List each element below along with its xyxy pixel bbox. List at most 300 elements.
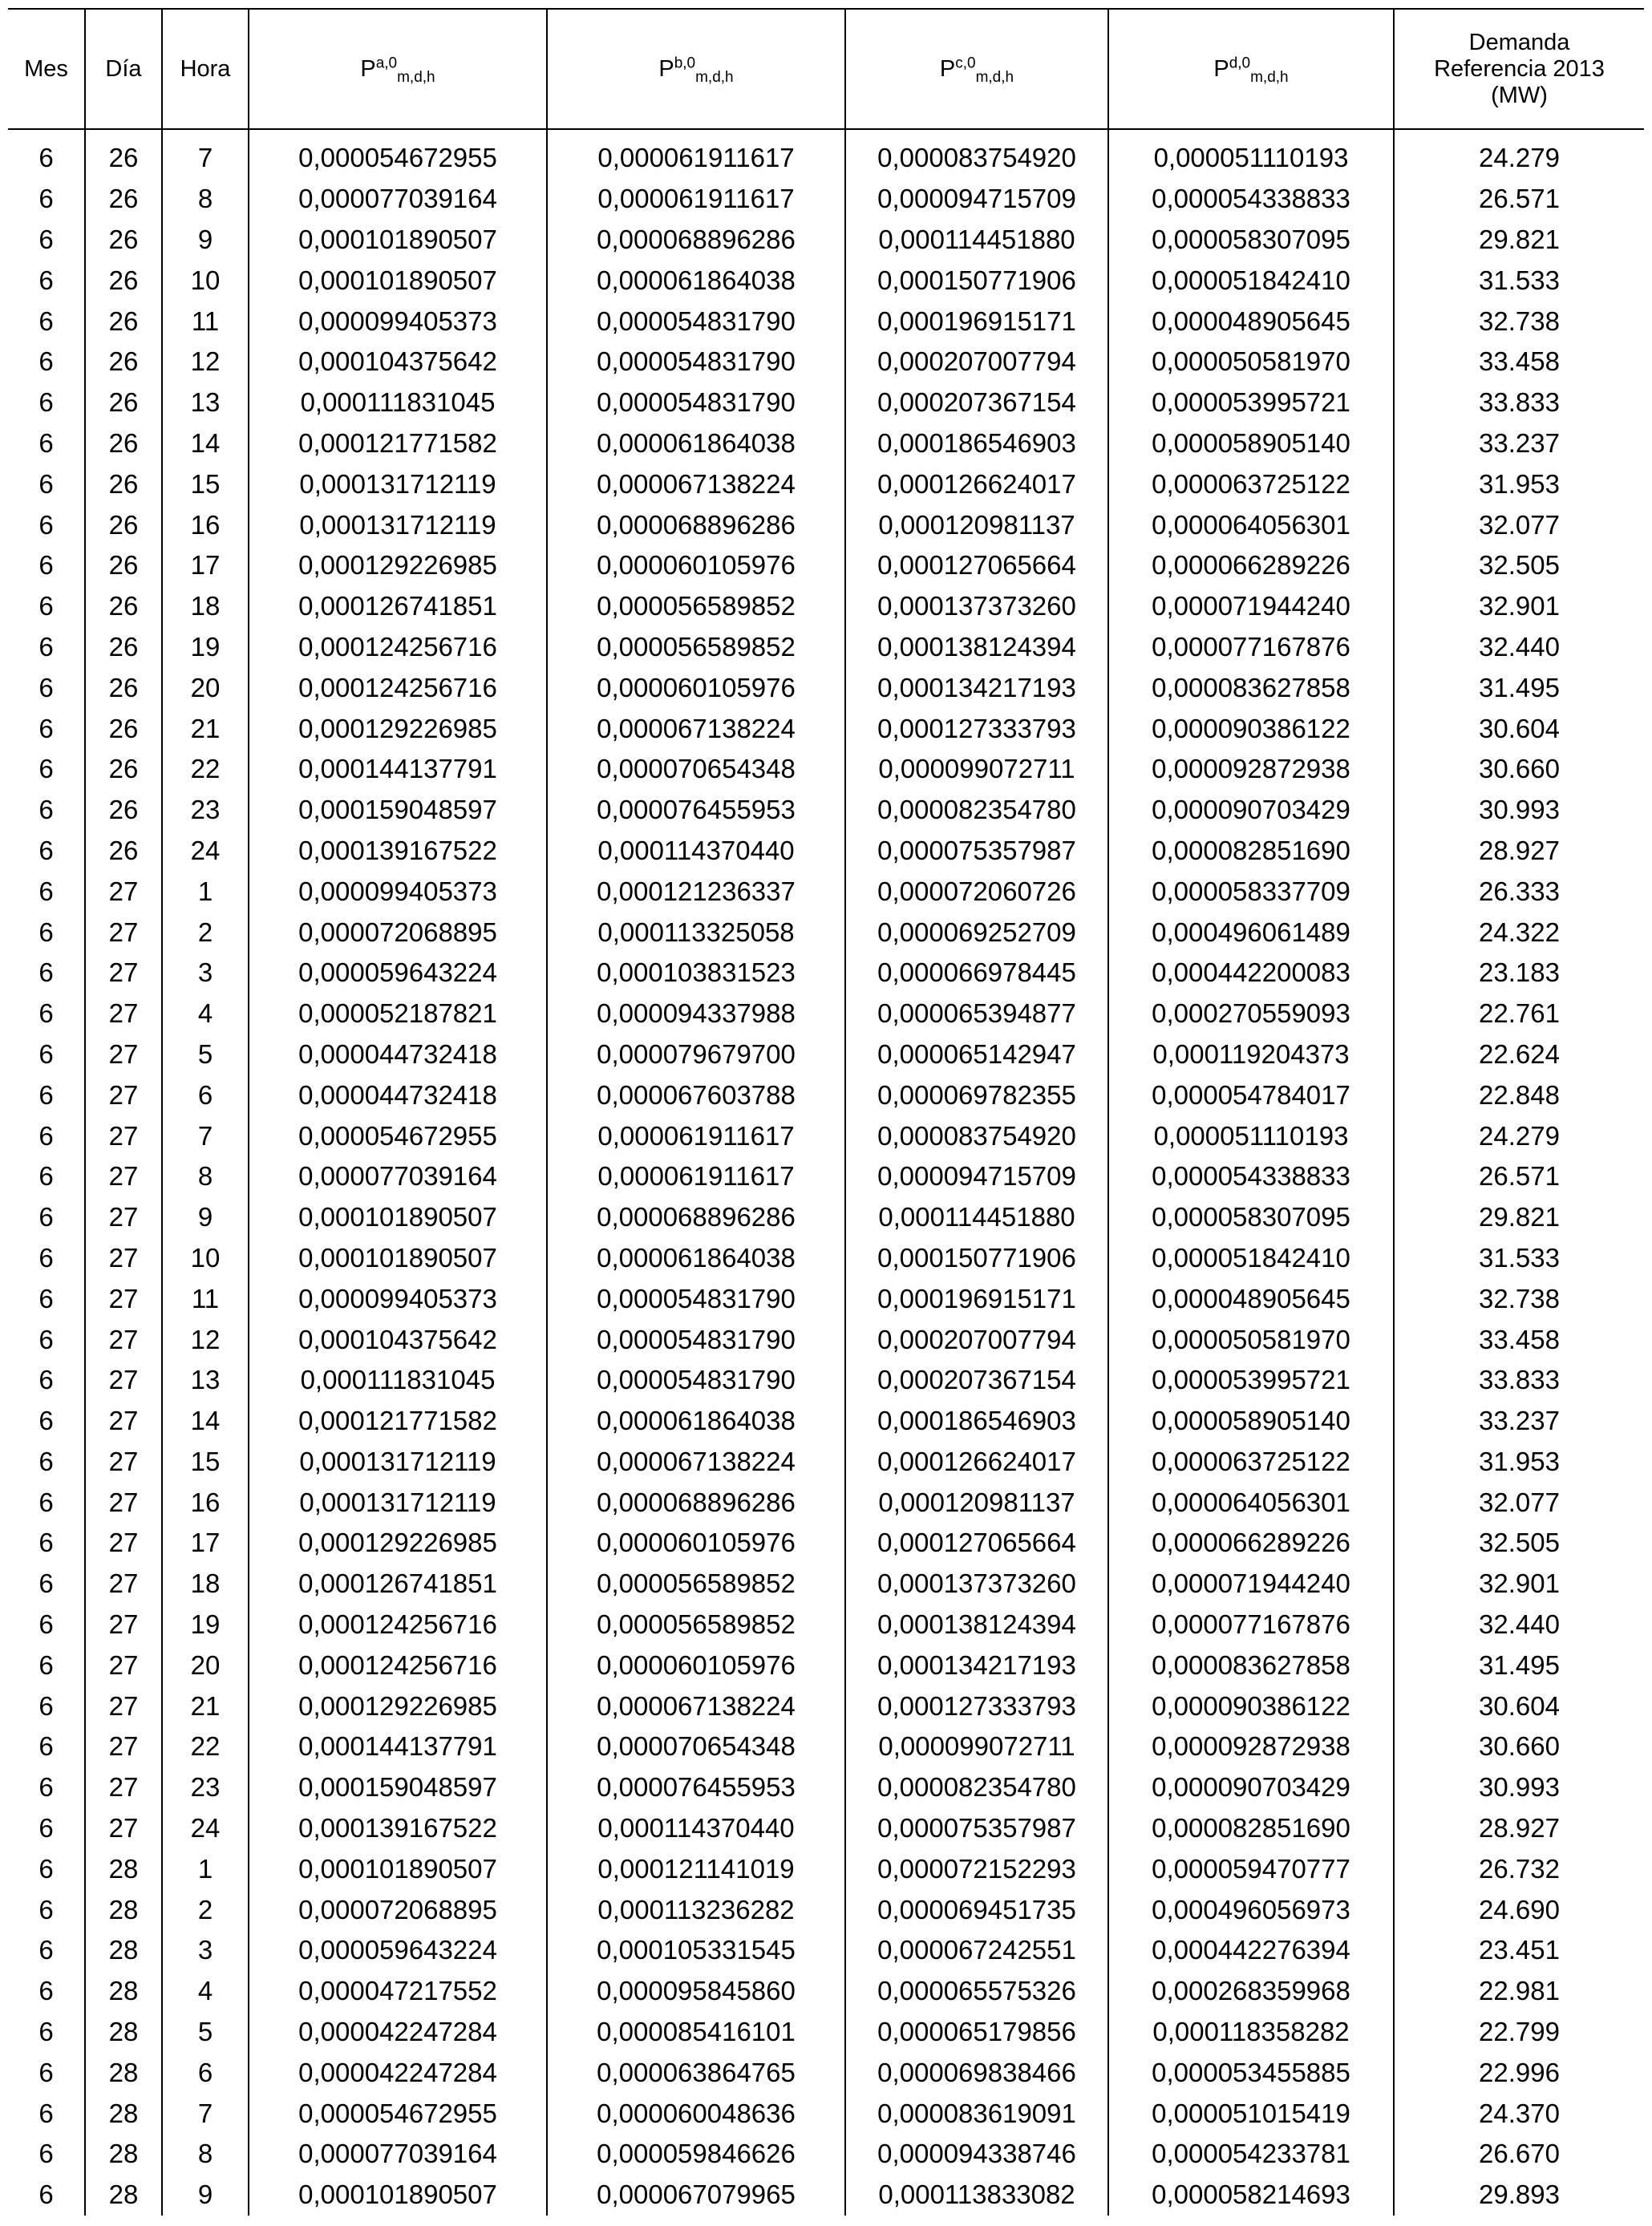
cell-demanda: 33.833 xyxy=(1394,1360,1644,1401)
cell-pb: 0,000061911617 xyxy=(547,129,845,179)
cell-mes: 6 xyxy=(38,2057,54,2087)
cell-pb: 0,000060105976 xyxy=(547,1645,845,1686)
cell-pb: 0,000061911617 xyxy=(547,179,845,220)
cell-pa: 0,000131712119 xyxy=(249,504,547,545)
cell-pb: 0,000068896286 xyxy=(547,504,845,545)
cell-pc: 0,000065179856 xyxy=(845,2012,1108,2053)
cell-dia: 26 xyxy=(85,382,162,423)
cell-mes: 6 xyxy=(38,2179,54,2210)
cell-pd: 0,000071944240 xyxy=(1108,586,1394,627)
cell-pc: 0,000137373260 xyxy=(845,1564,1108,1605)
cell-pc: 0,000083754920 xyxy=(845,1115,1108,1156)
cell-pc: 0,000127065664 xyxy=(845,1523,1108,1564)
cell-mes: 6 xyxy=(38,1283,54,1313)
cell-pd: 0,000071944240 xyxy=(1108,1564,1394,1605)
cell-pb: 0,000070654348 xyxy=(547,1726,845,1767)
cell-pc: 0,000186546903 xyxy=(845,423,1108,464)
cell-dia: 26 xyxy=(85,179,162,220)
cell-pb: 0,000054831790 xyxy=(547,342,845,382)
cell-demanda: 31.495 xyxy=(1394,667,1644,708)
cell-dia: 27 xyxy=(85,1319,162,1360)
cell-mes: 6 xyxy=(38,509,54,540)
cell-pb: 0,000121141019 xyxy=(547,1848,845,1889)
cell-pa: 0,000042247284 xyxy=(249,2012,547,2053)
cell-dia: 28 xyxy=(85,2093,162,2134)
cell-hora: 4 xyxy=(162,994,249,1034)
cell-pc: 0,000094715709 xyxy=(845,179,1108,220)
cell-hora: 15 xyxy=(162,1442,249,1483)
cell-demanda: 26.571 xyxy=(1394,1156,1644,1197)
cell-pc: 0,000114451880 xyxy=(845,1197,1108,1238)
cell-mes: 6 xyxy=(38,224,54,254)
table-row xyxy=(8,1767,1644,1808)
table-row xyxy=(8,1442,1644,1483)
cell-pd: 0,000051110193 xyxy=(1108,1115,1394,1156)
cell-dia: 26 xyxy=(85,545,162,586)
cell-hora: 8 xyxy=(162,1156,249,1197)
cell-pd: 0,000053995721 xyxy=(1108,1360,1394,1401)
cell-demanda: 30.604 xyxy=(1394,708,1644,749)
cell-pb: 0,000061864038 xyxy=(547,1401,845,1442)
cell-mes: 6 xyxy=(38,1406,54,1436)
table-row xyxy=(8,301,1644,342)
cell-pc: 0,000207367154 xyxy=(845,382,1108,423)
table-row xyxy=(8,2134,1644,2175)
cell-pa: 0,000129226985 xyxy=(249,708,547,749)
table-row xyxy=(8,1401,1644,1442)
cell-pb: 0,000060105976 xyxy=(547,667,845,708)
cell-pd: 0,000066289226 xyxy=(1108,1523,1394,1564)
cell-pc: 0,000207007794 xyxy=(845,1319,1108,1360)
cell-mes: 6 xyxy=(38,795,54,825)
demand-profile-table xyxy=(8,8,1644,2216)
table-row xyxy=(8,1115,1644,1156)
cell-hora: 19 xyxy=(162,627,249,668)
cell-pd: 0,000051842410 xyxy=(1108,260,1394,301)
cell-demanda: 33.458 xyxy=(1394,342,1644,382)
cell-demanda: 31.533 xyxy=(1394,1238,1644,1279)
cell-pa: 0,000124256716 xyxy=(249,1645,547,1686)
cell-pd: 0,000064056301 xyxy=(1108,504,1394,545)
cell-pc: 0,000134217193 xyxy=(845,1645,1108,1686)
cell-dia: 27 xyxy=(85,1278,162,1319)
header-demanda-line1: Demanda xyxy=(1468,29,1570,55)
cell-dia: 27 xyxy=(85,1482,162,1523)
cell-pa: 0,000129226985 xyxy=(249,1686,547,1726)
cell-demanda: 22.981 xyxy=(1394,1971,1644,2012)
cell-pd: 0,000496061489 xyxy=(1108,912,1394,953)
cell-mes: 6 xyxy=(38,998,54,1029)
cell-mes: 6 xyxy=(38,1609,54,1640)
cell-dia: 28 xyxy=(85,1930,162,1971)
cell-pb: 0,000061864038 xyxy=(547,1238,845,1279)
cell-mes: 6 xyxy=(38,387,54,418)
cell-demanda: 31.953 xyxy=(1394,1442,1644,1483)
cell-pa: 0,000121771582 xyxy=(249,423,547,464)
cell-pc: 0,000094338746 xyxy=(845,2134,1108,2175)
cell-pb: 0,000113325058 xyxy=(547,912,845,953)
table-row xyxy=(8,871,1644,912)
cell-pb: 0,000068896286 xyxy=(547,1482,845,1523)
cell-mes: 6 xyxy=(38,1976,54,2006)
cell-pb: 0,000121236337 xyxy=(547,871,845,912)
cell-mes: 6 xyxy=(38,1690,54,1721)
cell-pb: 0,000095845860 xyxy=(547,1971,845,2012)
cell-dia: 28 xyxy=(85,2012,162,2053)
cell-mes: 6 xyxy=(38,468,54,499)
cell-hora: 9 xyxy=(162,1197,249,1238)
cell-demanda: 22.848 xyxy=(1394,1075,1644,1115)
cell-pc: 0,000067242551 xyxy=(845,1930,1108,1971)
cell-demanda: 32.901 xyxy=(1394,586,1644,627)
cell-pa: 0,000052187821 xyxy=(249,994,547,1034)
cell-demanda: 26.333 xyxy=(1394,871,1644,912)
cell-pd: 0,000442276394 xyxy=(1108,1930,1394,1971)
cell-pc: 0,000083619091 xyxy=(845,2093,1108,2134)
table-header xyxy=(8,9,1644,129)
cell-pc: 0,000207367154 xyxy=(845,1360,1108,1401)
cell-pd: 0,000051015419 xyxy=(1108,2093,1394,2134)
cell-pc: 0,000069782355 xyxy=(845,1075,1108,1115)
header-pb xyxy=(547,9,845,129)
table-row xyxy=(8,1971,1644,2012)
cell-pc: 0,000075357987 xyxy=(845,1808,1108,1849)
cell-pa: 0,000059643224 xyxy=(249,1930,547,1971)
cell-demanda: 32.440 xyxy=(1394,627,1644,668)
cell-dia: 26 xyxy=(85,260,162,301)
cell-pb: 0,000060105976 xyxy=(547,1523,845,1564)
cell-hora: 22 xyxy=(162,749,249,790)
cell-mes: 6 xyxy=(38,2098,54,2128)
cell-dia: 28 xyxy=(85,1889,162,1930)
cell-demanda: 30.993 xyxy=(1394,1767,1644,1808)
cell-demanda: 32.901 xyxy=(1394,1564,1644,1605)
cell-pd: 0,000053455885 xyxy=(1108,2052,1394,2093)
cell-pb: 0,000061911617 xyxy=(547,1156,845,1197)
cell-hora: 15 xyxy=(162,463,249,504)
cell-pa: 0,000124256716 xyxy=(249,627,547,668)
cell-pc: 0,000075357987 xyxy=(845,831,1108,872)
cell-dia: 27 xyxy=(85,994,162,1034)
cell-dia: 27 xyxy=(85,1238,162,1279)
table-row xyxy=(8,953,1644,994)
cell-dia: 26 xyxy=(85,463,162,504)
cell-hora: 2 xyxy=(162,1889,249,1930)
cell-demanda: 22.996 xyxy=(1394,2052,1644,2093)
header-pc-sub: m,d,h xyxy=(975,68,1014,86)
cell-mes: 6 xyxy=(38,591,54,621)
cell-hora: 12 xyxy=(162,1319,249,1360)
cell-hora: 4 xyxy=(162,1971,249,2012)
cell-pa: 0,000077039164 xyxy=(249,1156,547,1197)
cell-demanda: 30.604 xyxy=(1394,1686,1644,1726)
cell-hora: 24 xyxy=(162,831,249,872)
cell-mes: 6 xyxy=(38,835,54,865)
cell-mes: 6 xyxy=(38,957,54,988)
cell-pd: 0,000083627858 xyxy=(1108,667,1394,708)
cell-pd: 0,000050581970 xyxy=(1108,1319,1394,1360)
cell-pd: 0,000066289226 xyxy=(1108,545,1394,586)
cell-pa: 0,000131712119 xyxy=(249,463,547,504)
cell-demanda: 29.821 xyxy=(1394,1197,1644,1238)
cell-pa: 0,000104375642 xyxy=(249,1319,547,1360)
cell-pc: 0,000207007794 xyxy=(845,342,1108,382)
cell-demanda: 31.953 xyxy=(1394,463,1644,504)
cell-pa: 0,000099405373 xyxy=(249,871,547,912)
table-row xyxy=(8,627,1644,668)
cell-pc: 0,000065394877 xyxy=(845,994,1108,1034)
table-row xyxy=(8,129,1644,179)
cell-pd: 0,000054338833 xyxy=(1108,1156,1394,1197)
cell-mes: 6 xyxy=(38,1120,54,1151)
cell-pb: 0,000067603788 xyxy=(547,1075,845,1115)
cell-dia: 27 xyxy=(85,871,162,912)
cell-dia: 26 xyxy=(85,749,162,790)
cell-hora: 6 xyxy=(162,2052,249,2093)
cell-dia: 28 xyxy=(85,1848,162,1889)
header-pc-sup: c,0 xyxy=(955,54,976,71)
cell-pa: 0,000047217552 xyxy=(249,1971,547,2012)
header-demanda-line3: (MW) xyxy=(1491,82,1548,108)
table-row xyxy=(8,790,1644,831)
cell-mes: 6 xyxy=(38,265,54,295)
cell-dia: 27 xyxy=(85,1115,162,1156)
cell-pb: 0,000068896286 xyxy=(547,220,845,261)
cell-pd: 0,000063725122 xyxy=(1108,463,1394,504)
cell-hora: 1 xyxy=(162,871,249,912)
cell-dia: 27 xyxy=(85,1401,162,1442)
cell-hora: 7 xyxy=(162,2093,249,2134)
table-row xyxy=(8,749,1644,790)
cell-hora: 16 xyxy=(162,1482,249,1523)
cell-pc: 0,000196915171 xyxy=(845,301,1108,342)
cell-pb: 0,000054831790 xyxy=(547,382,845,423)
cell-dia: 26 xyxy=(85,129,162,179)
cell-demanda: 32.077 xyxy=(1394,504,1644,545)
cell-pd: 0,000496056973 xyxy=(1108,1889,1394,1930)
cell-pc: 0,000099072711 xyxy=(845,1726,1108,1767)
cell-pd: 0,000058214693 xyxy=(1108,2175,1394,2216)
cell-mes: 6 xyxy=(38,1242,54,1273)
cell-mes: 6 xyxy=(38,876,54,906)
header-pb-sub: m,d,h xyxy=(695,68,734,86)
header-dia-label: Día xyxy=(105,55,142,82)
header-pb-base: P xyxy=(658,55,674,82)
cell-mes: 6 xyxy=(38,754,54,784)
cell-demanda: 32.738 xyxy=(1394,1278,1644,1319)
cell-pd: 0,000048905645 xyxy=(1108,1278,1394,1319)
header-pa-sub: m,d,h xyxy=(397,68,435,86)
cell-mes: 6 xyxy=(38,2017,54,2047)
cell-pd: 0,000053995721 xyxy=(1108,382,1394,423)
header-dia xyxy=(85,9,162,129)
cell-demanda: 22.799 xyxy=(1394,2012,1644,2053)
cell-mes: 6 xyxy=(38,1365,54,1395)
cell-pb: 0,000054831790 xyxy=(547,1278,845,1319)
cell-pb: 0,000060105976 xyxy=(547,545,845,586)
cell-hora: 5 xyxy=(162,2012,249,2053)
cell-pa: 0,000099405373 xyxy=(249,1278,547,1319)
cell-dia: 27 xyxy=(85,1523,162,1564)
cell-pb: 0,000060048636 xyxy=(547,2093,845,2134)
cell-pc: 0,000082354780 xyxy=(845,790,1108,831)
cell-pc: 0,000069838466 xyxy=(845,2052,1108,2093)
cell-dia: 28 xyxy=(85,2175,162,2216)
cell-pc: 0,000120981137 xyxy=(845,1482,1108,1523)
table-row xyxy=(8,1930,1644,1971)
header-pc-base: P xyxy=(939,55,956,82)
cell-pc: 0,000150771906 xyxy=(845,1238,1108,1279)
cell-hora: 19 xyxy=(162,1605,249,1645)
table-row xyxy=(8,220,1644,261)
cell-hora: 13 xyxy=(162,1360,249,1401)
cell-pa: 0,000101890507 xyxy=(249,2175,547,2216)
table-row xyxy=(8,1482,1644,1523)
cell-demanda: 24.370 xyxy=(1394,2093,1644,2134)
cell-pb: 0,000056589852 xyxy=(547,1564,845,1605)
cell-pc: 0,000186546903 xyxy=(845,1401,1108,1442)
cell-dia: 27 xyxy=(85,1156,162,1197)
table-row xyxy=(8,912,1644,953)
cell-pa: 0,000101890507 xyxy=(249,1238,547,1279)
table-row xyxy=(8,1278,1644,1319)
cell-pc: 0,000127333793 xyxy=(845,1686,1108,1726)
cell-pa: 0,000159048597 xyxy=(249,1767,547,1808)
cell-demanda: 32.440 xyxy=(1394,1605,1644,1645)
cell-pa: 0,000159048597 xyxy=(249,790,547,831)
cell-demanda: 23.183 xyxy=(1394,953,1644,994)
cell-pc: 0,000196915171 xyxy=(845,1278,1108,1319)
cell-demanda: 28.927 xyxy=(1394,1808,1644,1849)
cell-dia: 27 xyxy=(85,1726,162,1767)
cell-mes: 6 xyxy=(38,1446,54,1476)
cell-mes: 6 xyxy=(38,1528,54,1558)
cell-pd: 0,000090386122 xyxy=(1108,708,1394,749)
cell-dia: 28 xyxy=(85,2052,162,2093)
cell-pa: 0,000131712119 xyxy=(249,1442,547,1483)
cell-mes: 6 xyxy=(38,550,54,581)
cell-pa: 0,000101890507 xyxy=(249,260,547,301)
cell-demanda: 32.505 xyxy=(1394,1523,1644,1564)
cell-hora: 23 xyxy=(162,790,249,831)
cell-pc: 0,000127065664 xyxy=(845,545,1108,586)
cell-mes: 6 xyxy=(38,672,54,702)
cell-pd: 0,000092872938 xyxy=(1108,1726,1394,1767)
cell-dia: 27 xyxy=(85,1564,162,1605)
cell-pa: 0,000124256716 xyxy=(249,667,547,708)
cell-demanda: 32.505 xyxy=(1394,545,1644,586)
cell-mes: 6 xyxy=(38,713,54,743)
cell-pa: 0,000126741851 xyxy=(249,1564,547,1605)
cell-hora: 5 xyxy=(162,1034,249,1075)
cell-pb: 0,000063864765 xyxy=(547,2052,845,2093)
table-row xyxy=(8,1726,1644,1767)
table-row xyxy=(8,504,1644,545)
table-row xyxy=(8,1645,1644,1686)
cell-dia: 26 xyxy=(85,220,162,261)
cell-dia: 27 xyxy=(85,1808,162,1849)
cell-mes: 6 xyxy=(38,1038,54,1069)
table-row xyxy=(8,1848,1644,1889)
cell-hora: 9 xyxy=(162,2175,249,2216)
cell-pd: 0,000118358282 xyxy=(1108,2012,1394,2053)
header-pa xyxy=(249,9,547,129)
table-row xyxy=(8,1075,1644,1115)
cell-mes: 6 xyxy=(38,346,54,377)
table-row xyxy=(8,586,1644,627)
cell-demanda: 22.624 xyxy=(1394,1034,1644,1075)
cell-dia: 27 xyxy=(85,912,162,953)
cell-mes: 6 xyxy=(38,631,54,662)
cell-dia: 28 xyxy=(85,2134,162,2175)
cell-pc: 0,000120981137 xyxy=(845,504,1108,545)
cell-pb: 0,000067138224 xyxy=(547,1442,845,1483)
cell-dia: 26 xyxy=(85,342,162,382)
cell-hora: 8 xyxy=(162,179,249,220)
cell-hora: 10 xyxy=(162,1238,249,1279)
cell-demanda: 30.660 xyxy=(1394,1726,1644,1767)
cell-pb: 0,000076455953 xyxy=(547,790,845,831)
cell-pd: 0,000058337709 xyxy=(1108,871,1394,912)
cell-hora: 23 xyxy=(162,1767,249,1808)
cell-hora: 18 xyxy=(162,1564,249,1605)
cell-dia: 26 xyxy=(85,627,162,668)
cell-pc: 0,000137373260 xyxy=(845,586,1108,627)
table-row xyxy=(8,2052,1644,2093)
table-body xyxy=(8,129,1644,2216)
cell-pd: 0,000270559093 xyxy=(1108,994,1394,1034)
cell-pa: 0,000121771582 xyxy=(249,1401,547,1442)
cell-pb: 0,000056589852 xyxy=(547,627,845,668)
cell-hora: 9 xyxy=(162,220,249,261)
cell-mes: 6 xyxy=(38,1649,54,1680)
cell-demanda: 24.690 xyxy=(1394,1889,1644,1930)
cell-mes: 6 xyxy=(38,1324,54,1354)
cell-pa: 0,000044732418 xyxy=(249,1075,547,1115)
cell-pd: 0,000059470777 xyxy=(1108,1848,1394,1889)
cell-pd: 0,000092872938 xyxy=(1108,749,1394,790)
cell-pa: 0,000072068895 xyxy=(249,1889,547,1930)
cell-pa: 0,000054672955 xyxy=(249,129,547,179)
cell-pa: 0,000101890507 xyxy=(249,1848,547,1889)
cell-pc: 0,000134217193 xyxy=(845,667,1108,708)
cell-demanda: 33.833 xyxy=(1394,382,1644,423)
cell-pd: 0,000442200083 xyxy=(1108,953,1394,994)
table-row xyxy=(8,1319,1644,1360)
table-row xyxy=(8,1238,1644,1279)
cell-hora: 14 xyxy=(162,423,249,464)
cell-pb: 0,000105331545 xyxy=(547,1930,845,1971)
cell-pa: 0,000101890507 xyxy=(249,220,547,261)
cell-pd: 0,000077167876 xyxy=(1108,627,1394,668)
cell-pc: 0,000150771906 xyxy=(845,260,1108,301)
cell-dia: 27 xyxy=(85,1197,162,1238)
cell-dia: 27 xyxy=(85,1360,162,1401)
table-row xyxy=(8,1156,1644,1197)
cell-pa: 0,000111831045 xyxy=(249,1360,547,1401)
cell-mes: 6 xyxy=(38,143,54,173)
cell-pc: 0,000072152293 xyxy=(845,1848,1108,1889)
cell-dia: 27 xyxy=(85,1686,162,1726)
table-row xyxy=(8,667,1644,708)
cell-dia: 26 xyxy=(85,423,162,464)
cell-hora: 3 xyxy=(162,1930,249,1971)
cell-pd: 0,000082851690 xyxy=(1108,1808,1394,1849)
cell-dia: 27 xyxy=(85,1075,162,1115)
table-row xyxy=(8,831,1644,872)
table-row xyxy=(8,1686,1644,1726)
cell-demanda: 31.495 xyxy=(1394,1645,1644,1686)
